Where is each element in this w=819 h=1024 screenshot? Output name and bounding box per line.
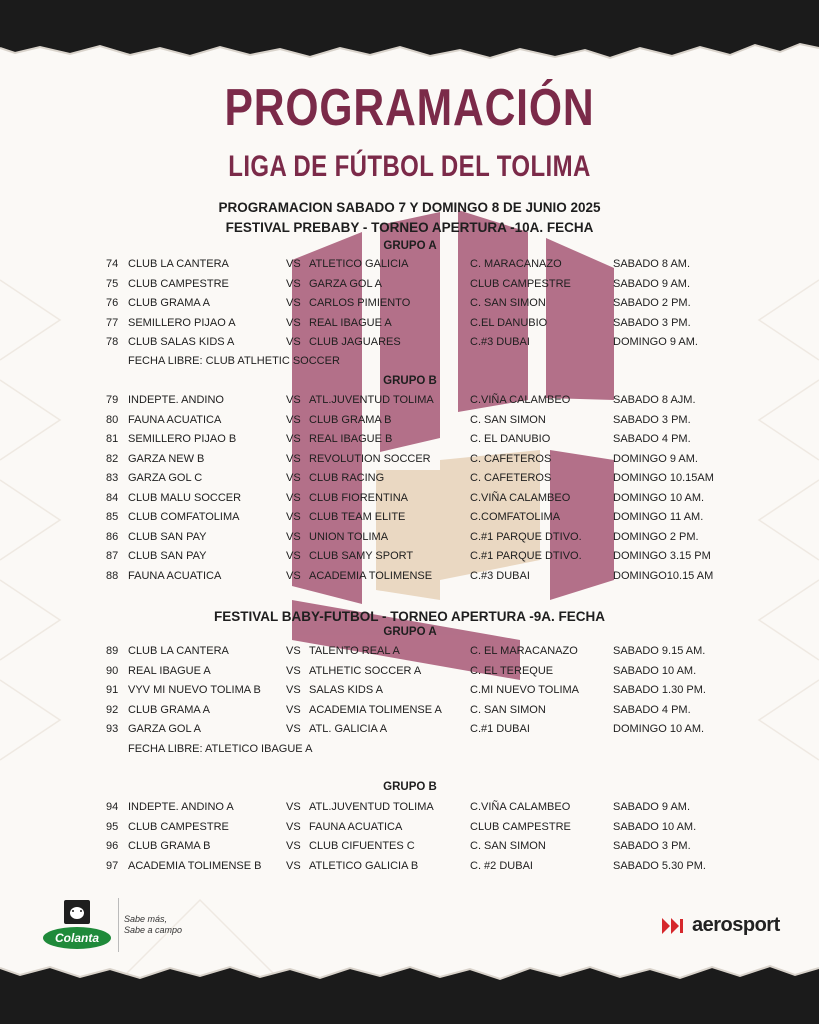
away-team: CLUB JAGUARES (309, 336, 401, 348)
venue: C.EL DANUBIO (470, 316, 548, 329)
away-team: ATL. GALICIA A (309, 723, 388, 735)
match-number: 78 (106, 336, 119, 348)
match-time: DOMINGO 11 AM. (613, 511, 704, 523)
venue: C.VIÑA CALAMBEO (470, 491, 571, 504)
venue: C.VIÑA CALAMBEO (470, 394, 571, 406)
match-time: SABADO 4 PM. (613, 703, 691, 716)
match-time: SABADO 8 AJM. (613, 394, 696, 406)
home-team: ACADEMIA TOLIMENSE B (128, 859, 262, 872)
home-team: CLUB SAN PAY (128, 550, 207, 562)
match-time: SABADO 3 PM. (613, 413, 691, 426)
match-number: 91 (106, 684, 119, 696)
match-row (0, 723, 819, 741)
page-subtitle: LIGA DE FÚTBOL DEL TOLIMA (228, 150, 591, 183)
match-number: 76 (106, 297, 119, 309)
away-team: REAL IBAGUE B (309, 433, 393, 445)
match-time: DOMINGO 3.15 PM (613, 550, 711, 562)
away-team: UNION TOLIMA (309, 530, 389, 543)
vs-label: VS (286, 277, 301, 290)
match-time: DOMINGO 10 AM. (613, 723, 705, 735)
vs-label: VS (286, 413, 301, 426)
venue: C. SAN SIMON (470, 703, 546, 716)
match-time: DOMINGO 10 AM. (613, 491, 705, 504)
match-row (0, 570, 819, 588)
vs-label: VS (286, 723, 301, 735)
fast-forward-icon (662, 918, 688, 934)
vs-label: VS (286, 550, 301, 562)
match-number: 77 (106, 316, 119, 329)
away-team: CLUB FIORENTINA (309, 491, 409, 504)
match-number: 81 (106, 433, 119, 445)
match-row (0, 336, 819, 354)
match-time: SABADO 5.30 PM. (613, 859, 706, 872)
vs-label: VS (286, 840, 301, 852)
vs-label: VS (286, 820, 301, 833)
vs-label: VS (286, 336, 301, 348)
vs-label: VS (286, 703, 301, 716)
away-team: SALAS KIDS A (309, 684, 383, 696)
home-team: GARZA GOL C (128, 472, 203, 484)
match-row (0, 297, 819, 315)
away-team: CLUB RACING (309, 472, 385, 484)
match-row (0, 258, 819, 276)
match-number: 90 (106, 664, 119, 677)
match-time: DOMINGO 9 AM. (613, 336, 698, 348)
match-row (0, 433, 819, 451)
match-row (0, 511, 819, 529)
match-row (0, 492, 819, 510)
match-row (0, 801, 819, 819)
away-team: CARLOS PIMIENTO (309, 297, 411, 309)
match-time: SABADO 8 AM. (613, 258, 691, 270)
match-number: 84 (106, 491, 119, 504)
venue: C.#1 DUBAI (470, 723, 530, 735)
match-row (0, 472, 819, 490)
away-team: ATL.JUVENTUD TOLIMA (309, 394, 434, 406)
home-team: INDEPTE. ANDINO A (128, 801, 234, 813)
match-number: 89 (106, 645, 119, 657)
vs-label: VS (286, 664, 301, 677)
home-team: SEMILLERO PIJAO A (128, 316, 236, 329)
venue: C. CAFETEROS (470, 452, 552, 465)
match-time: SABADO 2 PM. (613, 297, 691, 309)
match-row (0, 317, 819, 335)
home-team: FAUNA ACUATICA (128, 569, 222, 582)
colanta-logo (42, 898, 114, 952)
away-team: ACADEMIA TOLIMENSE (309, 569, 433, 582)
match-row (0, 414, 819, 432)
vs-label: VS (286, 316, 301, 329)
cow-icon (70, 907, 84, 919)
vs-label: VS (286, 258, 301, 270)
match-time: SABADO 4 PM. (613, 433, 691, 445)
match-time: SABADO 3 PM. (613, 316, 691, 329)
away-team: GARZA GOL A (309, 277, 382, 290)
match-time: SABADO 9.15 AM. (613, 645, 706, 657)
match-time: SABADO 9 AM. (613, 277, 691, 290)
aerosport-text: aerosport (692, 914, 780, 936)
match-number: 83 (106, 472, 119, 484)
match-row (0, 665, 819, 683)
home-team: CLUB COMFATOLIMA (128, 511, 240, 523)
festival2-group-b-label: GRUPO B (383, 781, 437, 793)
match-number: 96 (106, 840, 119, 852)
vs-label: VS (286, 530, 301, 543)
slogan-line-2: Sabe a campo (124, 925, 183, 935)
aerosport-logo (662, 914, 780, 937)
vs-label: VS (286, 511, 301, 523)
home-team: GARZA NEW B (128, 452, 205, 465)
sponsor-slogan (124, 914, 182, 936)
fecha-libre: FECHA LIBRE: CLUB ATLHETIC SOCCER (128, 355, 340, 367)
venue: C. EL MARACANAZO (470, 645, 578, 657)
match-number: 92 (106, 703, 119, 716)
venue: C.COMFATOLIMA (470, 511, 561, 523)
match-time: DOMINGO 2 PM. (613, 530, 699, 543)
match-number: 74 (106, 258, 119, 270)
venue: C.#3 DUBAI (470, 569, 530, 582)
home-team: VYV MI NUEVO TOLIMA B (128, 684, 261, 696)
away-team: REVOLUTION SOCCER (309, 452, 431, 465)
match-number: 85 (106, 511, 119, 523)
match-row (0, 645, 819, 663)
home-team: CLUB LA CANTERA (128, 258, 229, 270)
match-number: 86 (106, 530, 119, 543)
sponsor-brand: Colanta (54, 931, 100, 945)
vs-label: VS (286, 472, 301, 484)
match-row (0, 684, 819, 702)
match-row (0, 278, 819, 296)
match-number: 79 (106, 394, 119, 406)
away-team: ATLETICO GALICIA B (309, 859, 419, 872)
home-team: CLUB SALAS KIDS A (128, 336, 235, 348)
festival1-title: FESTIVAL PREBABY - TORNEO APERTURA -10A. FECHA (225, 220, 594, 235)
vs-label: VS (286, 684, 301, 696)
venue: C.#3 DUBAI (470, 336, 530, 348)
match-number: 80 (106, 413, 119, 426)
match-row (0, 704, 819, 722)
festival2-title: FESTIVAL BABY-FUTBOL - TORNEO APERTURA -9A. FECHA (213, 609, 605, 624)
match-number: 94 (106, 801, 119, 813)
vs-label: VS (286, 645, 301, 657)
match-time: SABADO 10 AM. (613, 820, 697, 833)
venue: C. MARACANAZO (470, 258, 562, 270)
home-team: GARZA GOL A (128, 723, 201, 735)
home-team: CLUB LA CANTERA (128, 645, 229, 657)
festival1-group-a-label: GRUPO A (383, 240, 437, 252)
away-team: ACADEMIA TOLIMENSE A (309, 703, 442, 716)
match-time: DOMINGO 10.15AM (613, 472, 714, 484)
schedule-header: PROGRAMACION SABADO 7 Y DOMINGO 8 DE JUNIO 2025 (218, 200, 601, 215)
festival1-group-b-label: GRUPO B (383, 375, 437, 387)
match-row (0, 821, 819, 839)
vs-label: VS (286, 801, 301, 813)
away-team: FAUNA ACUATICA (309, 820, 403, 833)
home-team: CLUB CAMPESTRE (128, 277, 229, 290)
away-team: ATLETICO GALICIA (309, 258, 409, 270)
match-time: SABADO 9 AM. (613, 801, 691, 813)
away-team: CLUB TEAM ELITE (309, 511, 406, 523)
match-number: 75 (106, 277, 119, 290)
away-team: TALENTO REAL A (309, 645, 400, 657)
venue: CLUB CAMPESTRE (470, 820, 571, 833)
match-row (0, 840, 819, 858)
match-time: SABADO 10 AM. (613, 664, 697, 677)
venue: C. EL TEREQUE (470, 664, 554, 677)
match-time: DOMINGO 9 AM. (613, 452, 698, 465)
home-team: CLUB SAN PAY (128, 530, 207, 543)
fecha-libre: FECHA LIBRE: ATLETICO IBAGUE A (128, 743, 313, 755)
venue: C. SAN SIMON (470, 840, 546, 852)
venue: C. EL DANUBIO (470, 433, 551, 445)
home-team: INDEPTE. ANDINO (128, 394, 224, 406)
vs-label: VS (286, 433, 301, 445)
torn-bottom-edge (0, 966, 819, 1024)
away-team: CLUB GRAMA B (309, 413, 392, 426)
home-team: REAL IBAGUE A (128, 664, 211, 677)
match-number: 88 (106, 569, 119, 582)
away-team: CLUB CIFUENTES C (309, 840, 415, 852)
venue: C.MI NUEVO TOLIMA (470, 684, 580, 696)
match-row (0, 394, 819, 412)
match-number: 82 (106, 452, 119, 465)
slogan-line-1: Sabe más, (124, 914, 168, 924)
venue: C. SAN SIMON (470, 413, 546, 426)
vs-label: VS (286, 491, 301, 504)
venue: C. SAN SIMON (470, 297, 546, 309)
match-number: 95 (106, 820, 119, 833)
venue: C.VIÑA CALAMBEO (470, 801, 571, 813)
venue: C. CAFETEROS (470, 472, 552, 484)
match-time: SABADO 3 PM. (613, 840, 691, 852)
match-row (0, 531, 819, 549)
vs-label: VS (286, 569, 301, 582)
venue: C. #2 DUBAI (470, 859, 533, 872)
match-time: DOMINGO10.15 AM (613, 569, 714, 582)
match-row (0, 860, 819, 878)
away-team: ATL.JUVENTUD TOLIMA (309, 801, 434, 813)
vs-label: VS (286, 452, 301, 465)
home-team: FAUNA ACUATICA (128, 413, 222, 426)
venue: C.#1 PARQUE DTIVO. (470, 530, 582, 543)
match-number: 97 (106, 859, 119, 872)
home-team: CLUB GRAMA B (128, 840, 211, 852)
vs-label: VS (286, 297, 301, 309)
sponsor-divider (118, 898, 119, 952)
away-team: CLUB SAMY SPORT (309, 550, 414, 562)
venue: CLUB CAMPESTRE (470, 277, 571, 290)
vs-label: VS (286, 859, 301, 872)
venue: C.#1 PARQUE DTIVO. (470, 550, 582, 562)
match-number: 93 (106, 723, 119, 735)
festival2-group-a-label: GRUPO A (383, 626, 437, 638)
vs-label: VS (286, 394, 301, 406)
match-number: 87 (106, 550, 119, 562)
home-team: CLUB GRAMA A (128, 297, 210, 309)
page-title: PROGRAMACIÓN (224, 79, 595, 137)
match-row (0, 550, 819, 568)
match-row (0, 453, 819, 471)
away-team: ATLHETIC SOCCER A (309, 664, 422, 677)
home-team: CLUB MALU SOCCER (128, 491, 242, 504)
match-time: SABADO 1.30 PM. (613, 684, 706, 696)
home-team: CLUB GRAMA A (128, 703, 210, 716)
home-team: SEMILLERO PIJAO B (128, 433, 237, 445)
away-team: REAL IBAGUE A (309, 316, 392, 329)
home-team: CLUB CAMPESTRE (128, 820, 229, 833)
